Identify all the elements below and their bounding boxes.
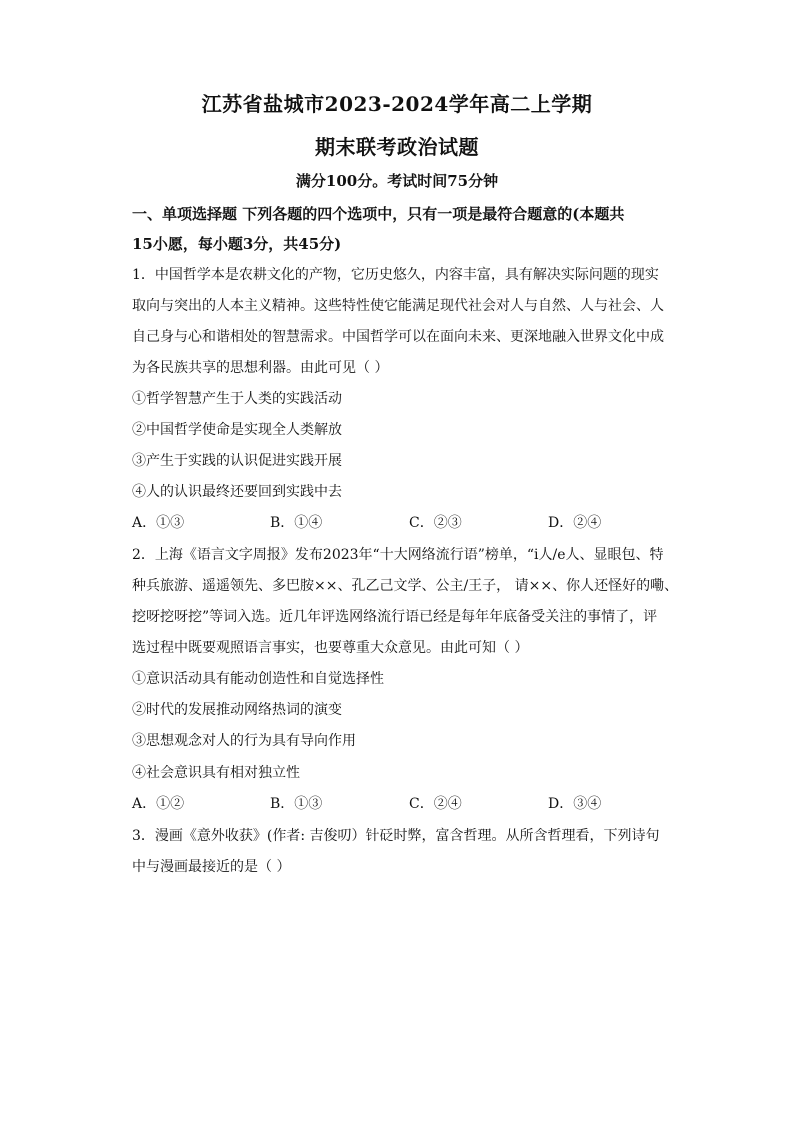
q1-stem-line: 自己身与心和谐相处的智慧需求。中国哲学可以在面向未来、更深地融入世界文化中成 [132, 329, 664, 345]
q1-stem-line: 为各民族共享的思想利器。由此可见（ ） [132, 360, 389, 376]
exam-title-line2: 期末联考政治试题 [315, 135, 479, 159]
q2-stem-line: 种兵旅游、遥遥领先、多巴胺××、孔乙己文学、公主/王子， 请××、你人还怪好的嘞、 [132, 578, 679, 594]
exam-title-line1: 江苏省盐城市2023-2024学年高二上学期 [201, 92, 593, 116]
q2-stem-line: 挖呀挖呀挖”等词入选。近几年评选网络流行语已经是每年年底备受关注的事情了，评 [132, 609, 658, 625]
section-heading-line1: 一、单项选择题 下列各题的四个选项中，只有一项是最符合题意的(本题共 [132, 205, 625, 223]
q3-stem-line: 3．漫画《意外收获》(作者: 吉俊叨）针砭时弊，富含哲理。从所含哲理看，下列诗句 [132, 828, 660, 844]
q2-stem-line: 选过程中既要观照语言事实，也要尊重大众意见。由此可知（ ） [132, 640, 529, 656]
q2-stem-line: 2．上海《语言文字周报》发布2023年“十大网络流行语”榜单，“i人/e人、显眼包、特 [132, 547, 664, 563]
exam-subtitle: 满分100分。考试时间75分钟 [295, 172, 499, 190]
q2-statement: ③思想观念对人的行为具有导向作用 [132, 733, 356, 749]
section-heading-line2: 15小愿，每小题3分，共45分) [132, 235, 342, 253]
q1-statement: ②中国哲学使命是实现全人类解放 [132, 422, 342, 438]
q1-option-d[interactable]: D．②④ [548, 515, 602, 531]
q1-statement: ①哲学智慧产生于人类的实践活动 [132, 391, 342, 407]
q2-option-a[interactable]: A．①② [132, 796, 185, 812]
q1-option-a[interactable]: A．①③ [132, 515, 185, 531]
q2-statement: ④社会意识具有相对独立性 [132, 765, 300, 781]
q2-option-b[interactable]: B．①③ [270, 796, 323, 812]
q1-option-b[interactable]: B．①④ [270, 515, 323, 531]
q3-stem-line: 中与漫画最接近的是（ ） [132, 859, 291, 875]
q2-statement: ②时代的发展推动网络热词的演变 [132, 702, 342, 718]
q1-option-c[interactable]: C．②③ [409, 515, 462, 531]
q1-statement: ④人的认识最终还要回到实践中去 [132, 484, 342, 500]
q2-option-d[interactable]: D．③④ [548, 796, 602, 812]
q2-statement: ①意识活动具有能动创造性和自觉选择性 [132, 671, 384, 687]
q1-statement: ③产生于实践的认识促进实践开展 [132, 453, 342, 469]
q1-stem-line: 1．中国哲学本是农耕文化的产物，它历史悠久，内容丰富，具有解决实际问题的现实 [132, 267, 659, 283]
q2-option-c[interactable]: C．②④ [409, 796, 462, 812]
q1-stem-line: 取向与突出的人本主义精神。这些特性使它能满足现代社会对人与自然、人与社会、人 [132, 298, 664, 314]
